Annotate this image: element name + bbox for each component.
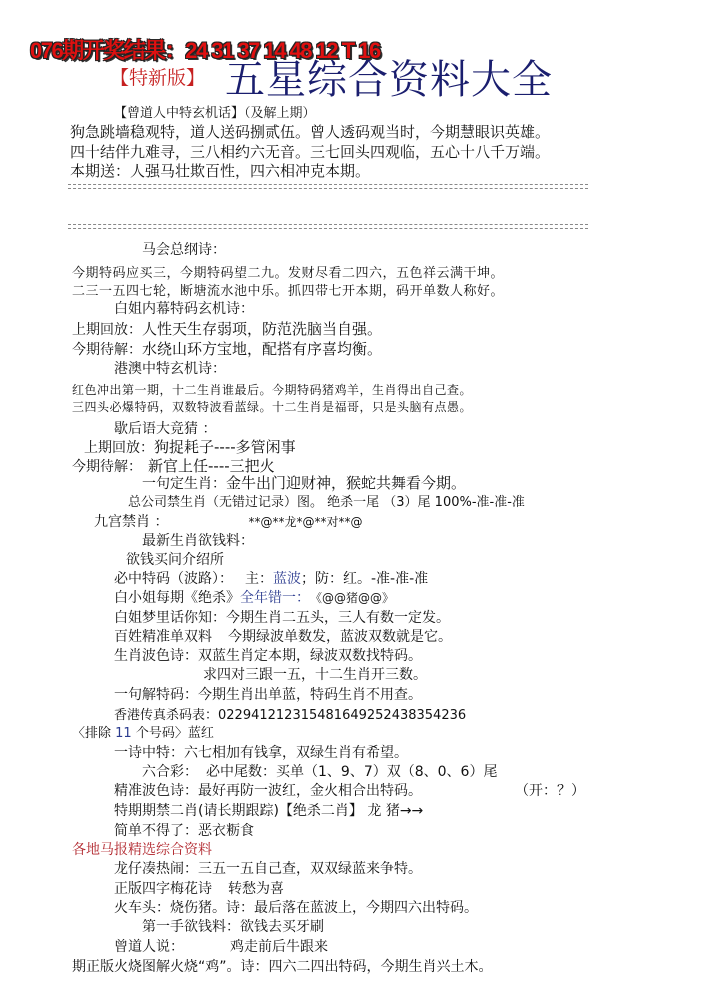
- liuhe-line: [142, 761, 497, 781]
- liuhe-text: 必中尾数：买单（1、9、7）双（8、0、6）尾: [206, 764, 498, 780]
- edition-label: 【特新版】: [110, 67, 206, 89]
- xiehouyu-now-label: 今期待解：: [72, 459, 142, 475]
- jiugong-text: **@**龙*@**对**@: [248, 515, 363, 529]
- jiandan-line: [114, 820, 254, 840]
- xiehouyu-last: [84, 436, 296, 457]
- diyishou-text: 欲钱去买牙刷: [240, 919, 324, 935]
- xianggang-label: 香港传真杀码表：: [114, 708, 219, 723]
- teqi-line: 特期期禁二肖(请长期跟踪)【绝杀二肖】 龙 猪→→: [114, 803, 424, 819]
- baixing-label: 百姓精准单双料: [114, 629, 212, 645]
- mengli-text: 今期生肖二五头，三人有数一定发。: [226, 610, 450, 626]
- baixiaojie-blue: 全年错一：: [240, 590, 310, 606]
- baijie-heading: 白姐内幕特码玄机诗：: [114, 301, 254, 317]
- yiju-label: 一句定生肖：: [142, 476, 226, 492]
- separator-2: [68, 224, 588, 229]
- baixing-text: 今期绿波单数发，蓝波双数就是它。: [228, 629, 452, 645]
- zengdaoren-text: 鸡走前后牛跟来: [230, 939, 328, 955]
- zeng-daoren-line-3: 本期送：人强马壮欺百性，四六相冲克本期。: [70, 162, 371, 180]
- longzai-line: [114, 858, 422, 878]
- diyishou-line: [142, 916, 324, 936]
- yiju-line: [142, 472, 466, 493]
- mahui-line-2: 二三一五四七轮，断塘流水池中乐。抓四带七开本期，码开单数人称好。: [72, 284, 505, 299]
- paichu-count: 11: [115, 726, 132, 741]
- zeng-daoren-line-2: 四十结伴九难寻，三八相约六无音。三七回头四观临，五心十八千万端。: [70, 143, 551, 161]
- zengdaoren-label: 曾道人说：: [114, 939, 184, 955]
- yijujie-label: 一句解特码：: [114, 687, 198, 703]
- jiugong-line: [94, 511, 362, 531]
- mengli-label: 白姐梦里话你知：: [114, 610, 226, 626]
- huoshao-line: 期正版火烧图解火烧“鸡”。诗：四六二四出特码，今期生肖兴土木。: [72, 959, 493, 975]
- zhengban-text: 转愁为喜: [228, 881, 284, 897]
- baijie-last: [72, 318, 382, 339]
- separator-1: [68, 184, 588, 189]
- gangao-line-1: 红色冲出第一期，十二生肖谁最后。今期特码猪鸡羊，生肖得出自己查。: [72, 383, 473, 397]
- baixing-line: [114, 626, 452, 646]
- gangao-line-2: 三四头必爆特码，双数特波看蓝绿。十二生肖是福哥，只是头脑有点愚。: [72, 400, 473, 414]
- bizhong-line: [114, 568, 428, 588]
- bizhong-main: 主：: [245, 571, 273, 587]
- longzai-label: 龙仔凑热闹：: [114, 861, 198, 877]
- longzai-text: 三五一五自己查，双双绿蓝来争特。: [198, 861, 422, 877]
- gangao-heading: 港澳中特玄机诗：: [114, 361, 226, 377]
- yishi-text: 六七相加有钱拿，双绿生肖有希望。: [184, 745, 408, 761]
- paichu-line: [72, 722, 214, 741]
- shengxiao-label: 生肖波色诗：: [114, 648, 198, 664]
- shengxiao-line-1: [114, 645, 422, 665]
- zhengban-line: [114, 878, 284, 898]
- jingzhun-line: [114, 780, 422, 800]
- jiandan-text: 恶衣粝食: [198, 823, 254, 839]
- yijujie-text: 今期生肖出单蓝，特码生肖不用查。: [198, 687, 422, 703]
- huoche-text: 烧伤猪。诗：最后落在蓝波上，今期四六出特码。: [170, 900, 478, 916]
- xiehouyu-last-label: 上期回放：: [84, 440, 154, 456]
- mahui-line-1: 今期特码应买三，今期特码望二九。发财尽看二四六，五色祥云满干坤。: [72, 266, 505, 281]
- shengxiao-text-1: 双蓝生肖定本期，绿波双数找特码。: [198, 648, 422, 664]
- jingzhun-label: 精准波色诗：: [114, 783, 198, 799]
- huoche-label: 火车头：: [114, 900, 170, 916]
- zeng-daoren-heading: 【曾道人中特玄机话】（及解上期）: [114, 106, 316, 121]
- diyishou-label: 第一手欲钱料：: [142, 919, 240, 935]
- zhengban-label: 正版四字梅花诗: [114, 881, 212, 897]
- bizhong-blue-wave: 蓝波: [273, 571, 301, 587]
- baijie-now: [72, 338, 382, 359]
- baijie-now-label: 今期待解：: [72, 342, 142, 358]
- zuixin-heading: 最新生肖欲钱料：: [142, 533, 254, 549]
- page-title: 五星综合资料大全: [225, 57, 553, 103]
- baixiaojie-line: [114, 587, 394, 607]
- paichu-suffix: 个号码〉蓝红: [131, 726, 214, 741]
- zengdaoren-line: [114, 936, 328, 956]
- paichu-prefix: 〈排除: [72, 726, 116, 741]
- xiehouyu-last-text: 狗捉耗子----多管闲事: [154, 438, 296, 456]
- liuhe-label: 六合彩：: [142, 764, 198, 780]
- jiugong-label: 九宫禁肖 ：: [94, 514, 169, 530]
- xiehouyu-now-text: 新官上任----三把火: [148, 457, 275, 475]
- zuixin-text: 欲钱买问介绍所: [126, 552, 224, 568]
- jingzhun-text: 最好再防一波红，金火相合出特码。: [198, 783, 422, 799]
- shengxiao-line-2: 求四对三跟一五，十二生肖开三数。: [203, 667, 427, 683]
- yishi-label: 一诗中特：: [114, 745, 184, 761]
- bizhong-rest: ；防：红。-准-准-准: [301, 571, 429, 587]
- yijujie-line: [114, 684, 422, 704]
- yishi-line: [114, 742, 408, 762]
- jingzhun-open: （开：？）: [515, 783, 585, 799]
- gedi-heading: 各地马报精选综合资料: [72, 842, 212, 858]
- baixiaojie-label: 白小姐每期《绝杀》: [114, 590, 240, 606]
- bizhong-label: 必中特码（波路）：: [114, 571, 233, 587]
- yiju-text: 金牛出门迎财神，猴蛇共舞看今期。: [226, 474, 467, 492]
- result-banner: 076期开奖结果：24 31 37 14 48 12 T 16: [30, 38, 380, 63]
- xianggang-text: 02294121231548164925243835423​6: [218, 708, 467, 723]
- mahui-heading: 马会总纲诗：: [142, 242, 226, 258]
- xiehouyu-heading: 歇后语大竞猜 ：: [114, 421, 217, 437]
- zeng-daoren-line-1: 狗急跳墙稳观特，道人送码捌贰伍。曾人透码观当时，今期慧眼识英雄。: [70, 123, 551, 141]
- baijie-last-text: 人性天生存弱项，防范洗脑当自强。: [142, 320, 383, 338]
- mengli-line: [114, 607, 450, 627]
- xianggang-line: [114, 704, 466, 723]
- zonggongsi-line: 总公司禁生肖（无错过记录）图。 绝杀一尾 （3）尾 100%-准-准-准: [128, 495, 525, 510]
- baijie-last-label: 上期回放：: [72, 322, 142, 338]
- jiandan-label: 简单不得了：: [114, 823, 198, 839]
- baijie-now-text: 水绕山环方宝地，配搭有序喜均衡。: [142, 340, 383, 358]
- huoche-line: [114, 897, 478, 917]
- baixiaojie-text: 《@@猪@@》: [316, 591, 395, 605]
